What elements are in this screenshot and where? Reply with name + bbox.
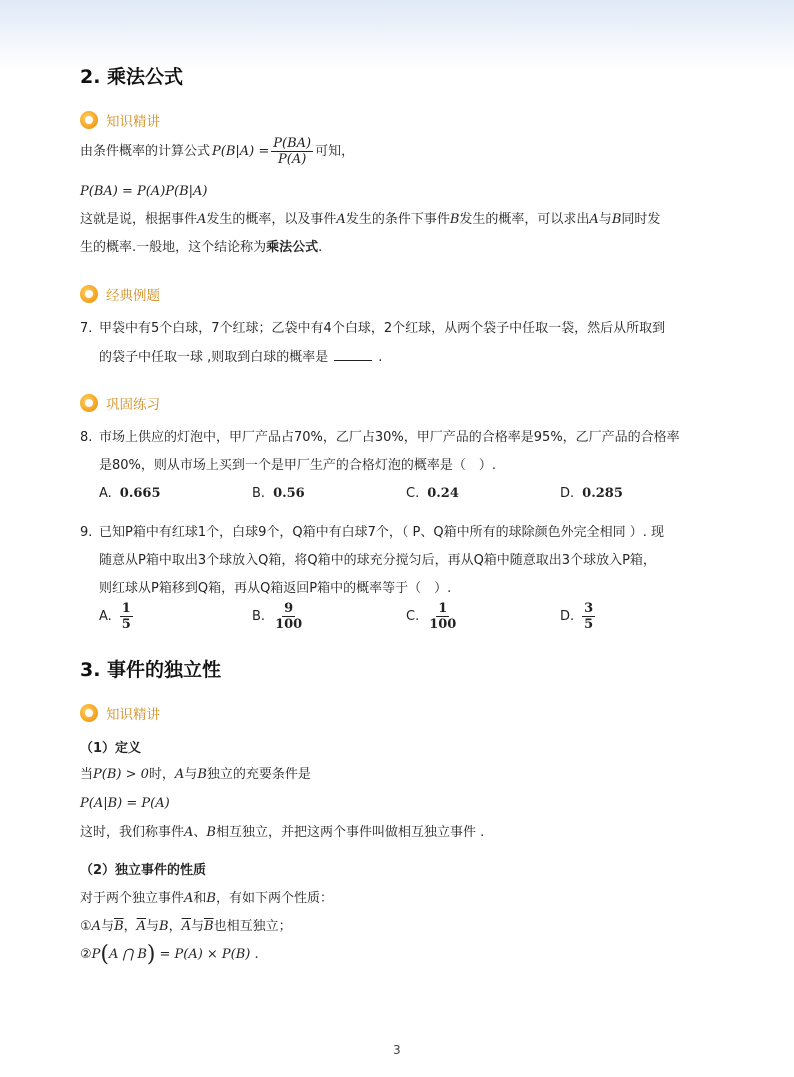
option-value: 0.285: [582, 486, 623, 501]
text: 与: [191, 919, 205, 934]
bold-term: 乘法公式: [266, 240, 319, 255]
formula-intro-text: 由条件概率的计算公式: [80, 143, 211, 159]
var-b: B: [206, 891, 216, 906]
var-a: A: [184, 891, 194, 906]
paren-left: (: [100, 942, 109, 967]
fraction-numerator: 1: [438, 601, 448, 616]
section-3-title: 3. 事件的独立性: [80, 659, 222, 681]
var-a: A: [174, 767, 185, 782]
formula-intro-line: [80, 136, 354, 167]
var-b: B: [159, 919, 169, 934]
text: 的袋子中任取一球 ,则取到白球的概率是: [99, 350, 329, 365]
properties-heading: （2）独立事件的性质: [80, 863, 207, 878]
var-p: P: [91, 947, 101, 962]
q9-option-c[interactable]: [406, 601, 458, 632]
fraction-denominator: 100: [275, 617, 303, 632]
math-expression: = P(A) × P(B) .: [159, 947, 259, 962]
formula-denominator: P(A): [278, 152, 307, 167]
q8-option-a[interactable]: [99, 486, 161, 501]
item-mark: ①: [80, 919, 92, 934]
bulb-icon: [80, 394, 98, 412]
text: 、: [193, 825, 207, 840]
var-a-complement: $\overline{A}$: [136, 919, 147, 934]
option-label: C.: [406, 486, 420, 501]
section-2-title: 2. 乘法公式: [80, 66, 184, 88]
text: 和: [193, 891, 207, 906]
option-fraction: [427, 601, 458, 632]
tag-label: 巩固练习: [106, 397, 160, 413]
option-fraction: [273, 601, 304, 632]
option-label: D.: [560, 486, 575, 501]
formula-fraction: [271, 136, 313, 167]
fraction-numerator: 9: [284, 601, 294, 616]
explanation-line-1: [80, 211, 660, 229]
q8-option-b[interactable]: [252, 486, 305, 501]
tag-label: 知识精讲: [106, 114, 160, 130]
tag-knowledge-1: [80, 110, 160, 130]
definition-line-1: [80, 766, 311, 784]
bulb-icon: [80, 285, 98, 303]
text: 同时发: [621, 212, 661, 227]
question-8-line-2: 是80%，则从市场上买到一个是甲厂生产的合格灯泡的概率是（ ）.: [99, 458, 497, 473]
bulb-icon: [80, 704, 98, 722]
tag-example: [80, 284, 160, 304]
option-value: 0.24: [427, 486, 459, 501]
property-item-2: [80, 942, 259, 967]
text: 发生的概率，以及事件: [206, 212, 337, 227]
var-a: A: [91, 919, 102, 934]
option-fraction: [582, 601, 595, 632]
option-value: 0.665: [119, 486, 161, 501]
text: 对于两个独立事件: [80, 891, 185, 906]
question-7-line-1: 甲袋中有5个白球，7个红球；乙袋中有4个白球，2个红球，从两个袋子中任取一袋，然后从所取到: [99, 321, 666, 336]
fraction-denominator: 5: [584, 617, 594, 632]
option-fraction: [120, 601, 133, 632]
text: 与: [101, 919, 115, 934]
var-b: B: [197, 767, 207, 782]
tag-practice: [80, 393, 160, 413]
text: ，: [123, 919, 137, 934]
text: 相互独立，并把这两个事件叫做相互独立事件 .: [215, 825, 485, 840]
properties-line-1: [80, 890, 333, 908]
var-b: B: [449, 212, 460, 227]
question-9-number: 9.: [80, 525, 93, 540]
formula-lhs: P(B|A) =: [212, 143, 270, 159]
question-8-number: 8.: [80, 430, 93, 445]
formula-numerator: P(BA): [273, 136, 312, 151]
q8-option-d[interactable]: [560, 486, 623, 501]
tag-label: 经典例题: [106, 288, 160, 304]
independence-formula: P(A|B) = P(A): [80, 796, 170, 811]
fraction-denominator: 100: [429, 617, 457, 632]
multiplication-formula: P(BA) = P(A)P(B|A): [80, 184, 208, 199]
text: 这就是说，根据事件: [80, 212, 198, 227]
definition-line-3: [80, 824, 484, 842]
question-9-line-3: 则红球从P箱移到Q箱，再从Q箱返回P箱中的概率等于（ ）.: [99, 581, 452, 596]
bulb-icon: [80, 111, 98, 129]
text: 与: [184, 767, 198, 782]
var-b: B: [206, 825, 216, 840]
text: 这时，我们称事件: [80, 825, 185, 840]
fraction-numerator: 1: [121, 601, 131, 616]
text: ，有如下两个性质：: [215, 891, 333, 906]
paren-right: ): [146, 942, 156, 967]
question-7-number: 7.: [80, 321, 93, 336]
text: 发生的概率，可以求出: [459, 212, 590, 227]
var-b: B: [611, 212, 622, 227]
explanation-line-2: [80, 239, 322, 257]
option-label: B.: [252, 609, 266, 624]
var-a: A: [589, 212, 599, 227]
page-number: 3: [393, 1043, 401, 1057]
var-a: A: [197, 212, 207, 227]
fraction-numerator: 3: [584, 601, 594, 616]
option-label: B.: [252, 486, 266, 501]
text: 生的概率.一般地，这个结论称为: [80, 240, 267, 255]
q9-option-b[interactable]: [252, 601, 304, 632]
q9-option-a[interactable]: [99, 601, 133, 632]
question-7-line-2: [99, 349, 382, 367]
text: 发生的条件下事件: [345, 212, 450, 227]
text: .: [378, 350, 383, 365]
text: 与: [598, 212, 612, 227]
option-label: A.: [99, 609, 112, 624]
q9-option-d[interactable]: [560, 601, 595, 632]
option-label: D.: [560, 609, 575, 624]
var-b-complement: $\overline{B}$: [114, 919, 124, 934]
question-8-line-1: 市场上供应的灯泡中，甲厂产品占70%，乙厂占30%，甲厂产品的合格率是95%，乙厂产品的合格率: [99, 430, 680, 445]
definition-heading: （1）定义: [80, 741, 142, 756]
text: 与: [146, 919, 160, 934]
property-item-1: [80, 918, 292, 936]
text: 也相互独立；: [213, 919, 292, 934]
option-label: A.: [99, 486, 112, 501]
text: .: [318, 240, 323, 255]
var-a: A: [184, 825, 194, 840]
tag-knowledge-2: [80, 703, 160, 723]
question-9-line-2: 随意从P箱中取出3个球放入Q箱，将Q箱中的球充分搅匀后，再从Q箱中随意取出3个球放入P箱，: [99, 553, 656, 568]
item-mark: ②: [80, 947, 92, 962]
math-expression: P(B) > 0: [93, 767, 149, 782]
var-a-complement: $\overline{A}$: [181, 919, 192, 934]
formula-tail: 可知，: [315, 143, 355, 159]
text: 独立的充要条件是: [206, 767, 311, 782]
var-a: A: [336, 212, 346, 227]
intersection-expression: A ⋂ B: [109, 947, 147, 962]
fraction-denominator: 5: [121, 617, 131, 632]
option-label: C.: [406, 609, 420, 624]
text: 时，: [148, 767, 175, 782]
question-9-line-1: 已知P箱中有红球1个，白球9个，Q箱中有白球7个，（ P、Q箱中所有的球除颜色外完全相同 ）. 现: [99, 525, 664, 540]
var-b-complement: $\overline{B}$: [204, 919, 214, 934]
option-value: 0.56: [273, 486, 305, 501]
text: ，: [168, 919, 182, 934]
tag-label: 知识精讲: [106, 707, 160, 723]
answer-blank[interactable]: [334, 360, 372, 361]
q8-option-c[interactable]: [406, 486, 459, 501]
text: 当: [80, 767, 94, 782]
